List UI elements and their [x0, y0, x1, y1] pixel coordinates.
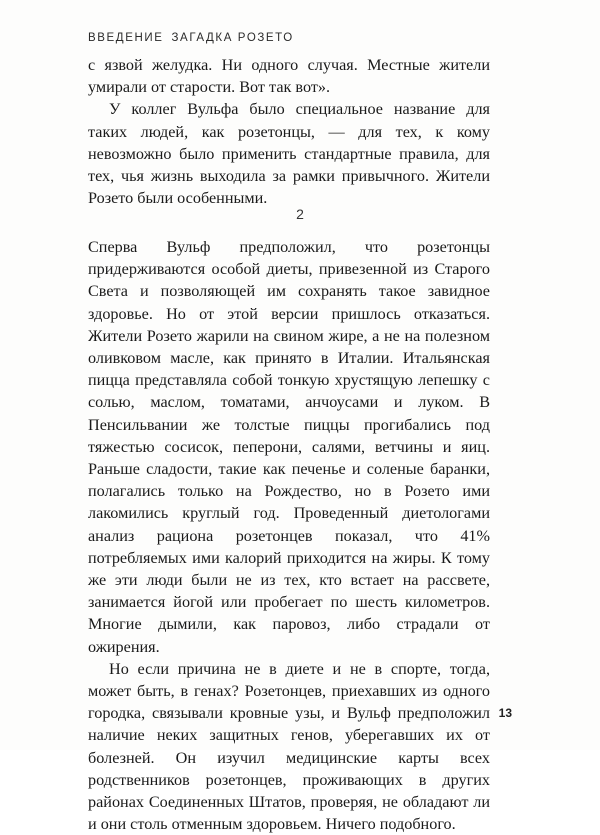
page-number: 13: [498, 706, 512, 720]
paragraph: Сперва Вульф предположил, что розетонцы придерживаются особой диеты, привезенной из Старого Света и позволяющей им сохранять такое завидное здоровье. Но от этой версии пришлось отказаться. Жители Розето жарили на свином жире, а не на полезном оливковом масле, как принято в Италии. Итальянская пицца представляла собой тонкую хрустящую лепешку с солью, маслом, томатами, анчоусами и луком. В Пенсильвании же толстые пиццы прогибались под тяжестью сосисок, пеперони, салями, ветчины и яиц. Раньше сладости, такие как печенье и соленые баранки, полагались только на Рождество, но в Розето ими лакомились круглый год. Проведенный диетологами анализ рациона розетонцев показал, что 41% потребляемых ими калорий приходится на жиры. К тому же эти люди были не из тех, кто встает на рассвете, занимается йогой или пробегает по шесть километров. Многие дымили, как паровоз, либо страдали от ожирения.: [88, 238, 490, 656]
text-block-main: [88, 236, 490, 835]
paragraph: Но если причина не в диете и не в спорте, тогда, может быть, в генах? Розетонцев, приехавших из одного городка, связывали кровные узы, и Вульф предположил наличие неких защитных генов, уберегавших их от болезней. Он изучил медицинские карты всех родственников розетонцев, проживающих в других районах Соединенных Штатов, проверяя, не обладают ли и они столь отменным здоровьем. Ничего подобного.: [88, 659, 490, 834]
section-number: 2: [296, 206, 304, 222]
running-head-section: ВВЕДЕНИЕ: [88, 32, 164, 44]
running-head-title: ЗАГАДКА РОЗЕТО: [171, 32, 294, 44]
paragraph: с язвой желудка. Ни одного случая. Местные жители умирали от старости. Вот так вот».: [88, 56, 490, 97]
paragraph: У коллег Вульфа было специальное название для таких людей, как розетонцы, — для тех, к кому невозможно было применить стандартные правила, для тех, чья жизнь выходила за рамки привычного. Жители Розето были особенными.: [88, 100, 490, 208]
text-block-top: [88, 54, 490, 209]
running-head: [88, 32, 294, 44]
